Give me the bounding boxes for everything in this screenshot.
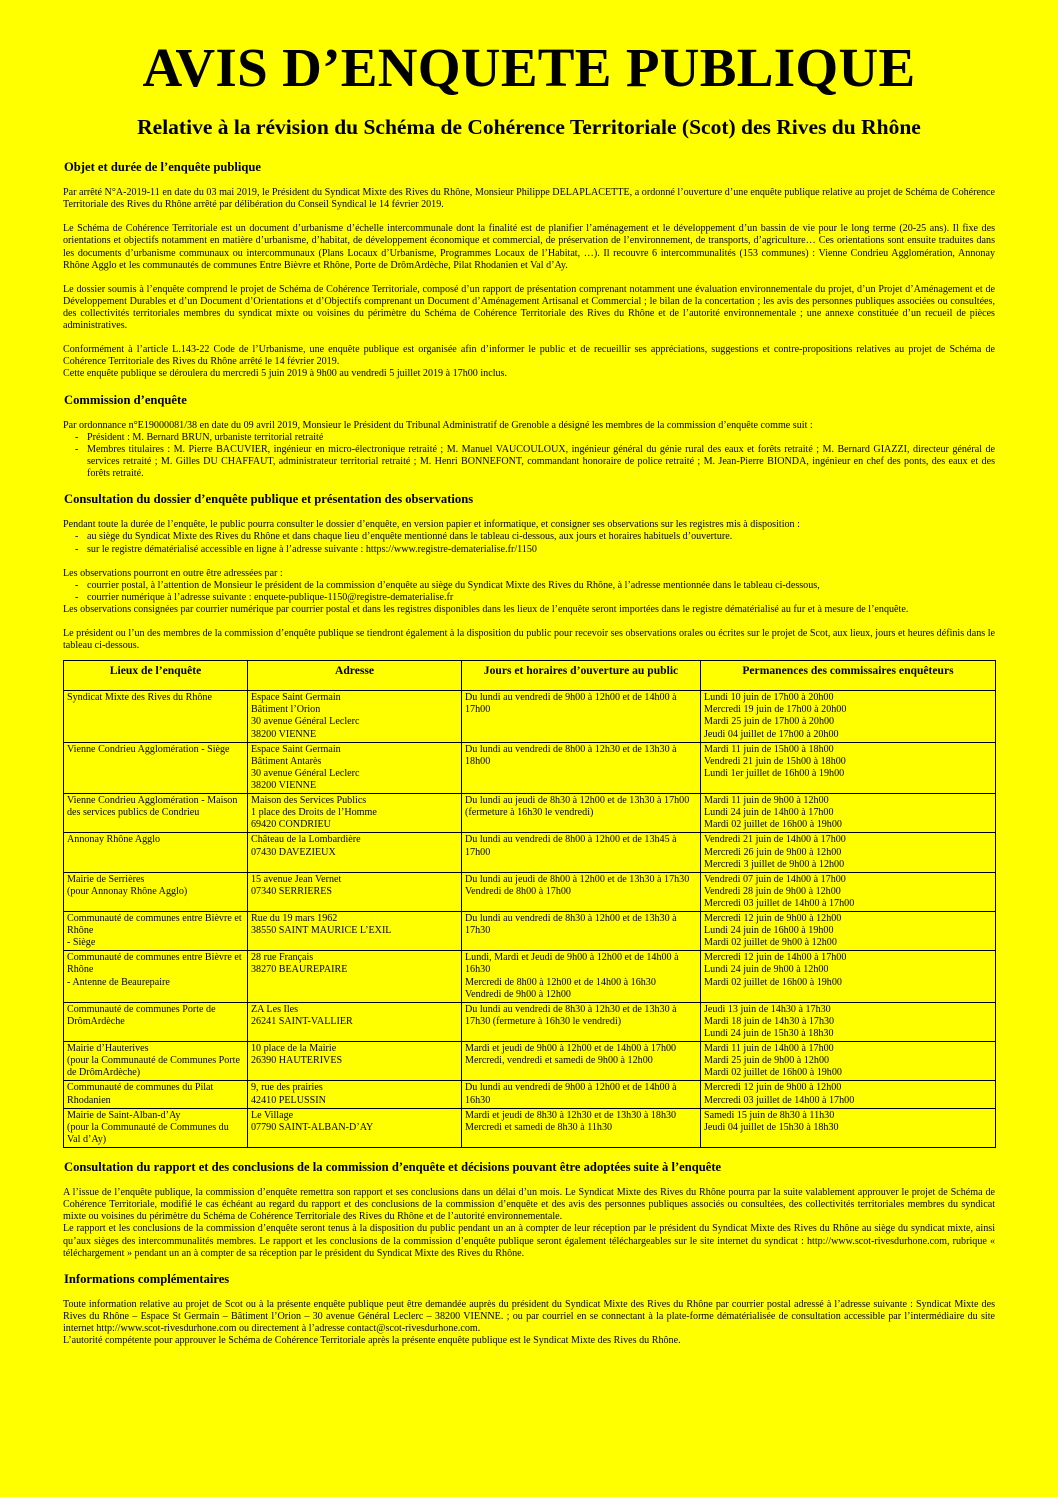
table-cell-lieu [64, 1002, 248, 1041]
cell-line: Annonay Rhône Agglo [67, 834, 161, 846]
table-cell-adresse [248, 691, 462, 742]
cell-line: 69420 CONDRIEU [251, 819, 331, 831]
cell-line: Du lundi au vendredi de 8h00 à 12h00 et de 13h45 à 17h00 [465, 834, 677, 858]
paragraph: A l’issue de l’enquête publique, la commission d’enquête remettra son rapport et ses conclusions dans un délai d’un mois. Le Syndicat Mixte des Rives du Rhône pourra par la suite valablement approuver le projet de Schéma de Cohérence Territoriale, modifié le cas échéant au regard du rapport et des conclusions de la commission d’enquête et des avis des personnes publiques associés ou consultées, des collectivités territoriales membres du syndicat mixte ou voisines du périmètre du Schéma de Cohérence Territoriale des Rives du Rhône et de l’autorité environnementale. [63, 1187, 995, 1223]
notice-body [63, 160, 995, 1347]
column-header-adresse: Adresse [248, 661, 462, 691]
cell-line: Du lundi au jeudi de 8h30 à 12h00 et de 13h30 à 17h00 (fermeture à 16h30 le vendredi) [465, 795, 690, 819]
table-row [64, 872, 996, 911]
cell-line: Lundi 24 juin de 16h00 à 19h00 [704, 925, 834, 937]
cell-line: 30 avenue Général Leclerc [251, 716, 360, 728]
cell-line: Rue du 19 mars 1962 [251, 913, 338, 925]
cell-line: 07340 SERRIERES [251, 885, 333, 897]
cell-line: Communauté de communes entre Bièvre et Rhône [67, 913, 242, 937]
cell-line: - Siège [67, 937, 96, 949]
table-row [64, 742, 996, 793]
section-heading-consultation: Consultation du dossier d’enquête publique et présentation des observations [64, 492, 474, 507]
list-item: - courrier postal, à l’attention de Monsieur le président de la commission d’enquête au siège du Syndicat Mixte des Rives du Rhône, à l’adresse mentionnée dans le tableau ci-dessous, [87, 580, 995, 592]
cell-line: Lundi 24 juin de 15h30 à 18h30 [704, 1028, 834, 1040]
table-cell-adresse [248, 742, 462, 793]
cell-line: Mercredi et samedi de 8h30 à 11h30 [465, 1121, 613, 1133]
table-cell-horaires [462, 1042, 701, 1081]
page-title: AVIS D’ENQUETE PUBLIQUE [142, 37, 916, 98]
cell-line: Bâtiment Antarès [251, 755, 322, 767]
cell-line: Mercredi 12 juin de 14h00 à 17h00 [704, 952, 847, 964]
table-cell-permanences [701, 1002, 996, 1041]
cell-line: 07790 SAINT-ALBAN-D’AY [251, 1121, 374, 1133]
paragraph: Le rapport et les conclusions de la commission d’enquête seront tenus à la disposition du public pendant un an à compter de leur réception par le président du Syndicat Mixte des Rives du Rhône au siège du syndicat mixte, ainsi qu’aux sièges des intercommunalités membres. Le rapport et les conclusions de la commission d’enquête publique seront également téléchargeables sur le site internet du syndicat : http://www.scot-rivesdurhone.com, rubrique « téléchargement » pendant un an à compter de sa réception par le président du Syndicat Mixte des Rives du Rhône. [63, 1223, 995, 1259]
table-cell-lieu [64, 833, 248, 872]
cell-line: Mairie de Saint-Alban-d’Ay [67, 1109, 181, 1121]
cell-line: Mardi 11 juin de 14h00 à 17h00 [704, 1043, 834, 1055]
table-cell-lieu [64, 794, 248, 833]
consultation-list [63, 531, 995, 555]
cell-line: 9, rue des prairies [251, 1082, 323, 1094]
cell-line: Mercredi 03 juillet de 14h00 à 17h00 [704, 897, 855, 909]
paragraph: Par arrêté N°A-2019-11 en date du 03 mai 2019, le Président du Syndicat Mixte des Rives du Rhône, Monsieur Philippe DELAPLACETTE, a ordonné l’ouverture d’une enquête publique relative au projet de Schéma de Cohérence Territoriale des Rives du Rhône arrêté par délibération du Conseil Syndical le 14 février 2019. [63, 187, 995, 211]
cell-line: ZA Les Iles [251, 1003, 299, 1015]
cell-line: Mercredi 26 juin de 9h00 à 12h00 [704, 846, 842, 858]
cell-line: 38200 VIENNE [251, 779, 317, 791]
table-body [64, 691, 996, 1148]
cell-line: Lundi 1er juillet de 16h00 à 19h00 [704, 767, 845, 779]
paragraph: Le président ou l’un des membres de la commission d’enquête publique se tiendront également à la disposition du public pour recevoir ses observations orales ou écrites sur le projet de Scot, aux lieux, jours et heures définis dans le tableau ci-dessous. [63, 628, 995, 652]
table-cell-adresse [248, 1108, 462, 1147]
table-header-row [64, 661, 996, 691]
list-item: - sur le registre dématérialisé accessible en ligne à l’adresse suivante : https://www.registre-dematerialise.fr/1150 [87, 544, 995, 556]
table-cell-permanences [701, 742, 996, 793]
table-cell-horaires [462, 1081, 701, 1108]
paragraph: Par ordonnance n°E19000081/38 en date du 09 avril 2019, Monsieur le Président du Tribunal Administratif de Grenoble a désigné les membres de la commission d’enquête comme suit : [63, 419, 813, 431]
table-cell-permanences [701, 1108, 996, 1147]
table-cell-permanences [701, 951, 996, 1002]
cell-line: 26390 HAUTERIVES [251, 1055, 343, 1067]
cell-line: Mairie d’Hauterives [67, 1043, 149, 1055]
cell-line: Mardi 02 juillet de 16h00 à 19h00 [704, 976, 842, 988]
cell-line: Mercredi 12 juin de 9h00 à 12h00 [704, 1082, 842, 1094]
table-cell-lieu [64, 872, 248, 911]
cell-line: (pour Annonay Rhône Agglo) [67, 885, 188, 897]
table-cell-adresse [248, 794, 462, 833]
cell-line: Lundi 24 juin de 14h00 à 17h00 [704, 807, 834, 819]
column-header-lieux: Lieux de l’enquête [64, 661, 248, 691]
table-cell-permanences [701, 1081, 996, 1108]
table-cell-lieu [64, 742, 248, 793]
cell-line: Vienne Condrieu Agglomération - Siège [67, 743, 230, 755]
table-row [64, 794, 996, 833]
cell-line: 15 avenue Jean Vernet [251, 873, 342, 885]
table-cell-permanences [701, 691, 996, 742]
cell-line: Mercredi 03 juillet de 14h00 à 17h00 [704, 1094, 855, 1106]
list-item: - Membres titulaires : M. Pierre BACUVIER, ingénieur en micro-électronique retraité ; M. Manuel VAUCOULOUX, ingénieur général du génie rural des eaux et forêts retraité ; M. Bernard GIAZZI, directeur général de services retraité ; M. Gilles DU CHAFFAUT, administrateur territorial retraité ; M. Henri BONNEFONT, commandant honoraire de police retraité ; M. Jean-Pierre BIONDA, ingénieur en chef des ponts, des eaux et des forêts retraité. [87, 444, 995, 480]
cell-line: 26241 SAINT-VALLIER [251, 1015, 353, 1027]
table-cell-horaires [462, 1002, 701, 1041]
cell-line: Mardi et jeudi de 8h30 à 12h30 et de 13h30 à 18h30 [465, 1109, 677, 1121]
cell-line: 42410 PELUSSIN [251, 1094, 326, 1106]
table-cell-horaires [462, 691, 701, 742]
cell-line: Du lundi au vendredi de 8h30 à 12h30 et de 13h30 à 17h30 (fermeture à 16h30 le vendredi) [465, 1003, 677, 1027]
table-cell-horaires [462, 833, 701, 872]
cell-line: 38270 BEAUREPAIRE [251, 964, 348, 976]
cell-line: Du lundi au jeudi de 8h00 à 12h00 et de 13h30 à 17h30 [465, 873, 690, 885]
cell-line: Espace Saint Germain [251, 743, 341, 755]
cell-line: Mardi 18 juin de 14h30 à 17h30 [704, 1015, 835, 1027]
table-row [64, 691, 996, 742]
cell-line: 28 rue Français [251, 952, 314, 964]
cell-line: Mardi 02 juillet de 16h00 à 19h00 [704, 1067, 842, 1079]
table-cell-permanences [701, 912, 996, 951]
paragraph: Cette enquête publique se déroulera du mercredi 5 juin 2019 à 9h00 au vendredi 5 juillet 2019 à 17h00 inclus. [63, 368, 508, 380]
cell-line: Jeudi 04 juillet de 15h30 à 18h30 [704, 1121, 839, 1133]
table-cell-lieu [64, 1042, 248, 1081]
table-cell-lieu [64, 912, 248, 951]
list-item: - au siège du Syndicat Mixte des Rives du Rhône et dans chaque lieu d’enquête mentionné dans le tableau ci-dessous, aux jours et horaires habituels d’ouverture. [87, 531, 995, 543]
table-cell-permanences [701, 1042, 996, 1081]
table-cell-horaires [462, 794, 701, 833]
table-cell-lieu [64, 1108, 248, 1147]
table-cell-horaires [462, 912, 701, 951]
table-cell-adresse [248, 1081, 462, 1108]
cell-line: Vendredi 07 juin de 14h00 à 17h00 [704, 873, 846, 885]
column-header-permanences: Permanences des commissaires enquêteurs [701, 661, 996, 691]
cell-line: 30 avenue Général Leclerc [251, 767, 360, 779]
cell-line: Du lundi au vendredi de 8h30 à 12h00 et de 13h30 à 17h30 [465, 913, 677, 937]
section-heading-objet: Objet et durée de l’enquête publique [64, 160, 261, 174]
cell-line: Mardi 11 juin de 15h00 à 18h00 [704, 743, 834, 755]
paragraph: Les observations consignées par courrier numérique par courrier postal et dans les registres disponibles dans les lieux de l’enquête seront importées dans le registre dématérialisé au fur et à mesure de l’enquête. [63, 603, 909, 615]
cell-line: Mercredi 12 juin de 9h00 à 12h00 [704, 913, 842, 925]
table-row [64, 951, 996, 1002]
table-row [64, 912, 996, 951]
cell-line: 07430 DAVEZIEUX [251, 846, 336, 858]
cell-line: Mercredi, vendredi et samedi de 9h00 à 12h00 [465, 1055, 653, 1067]
cell-line: Mardi 02 juillet de 9h00 à 12h00 [704, 937, 837, 949]
paragraph: Pendant toute la durée de l’enquête, le public pourra consulter le dossier d’enquête, en version papier et informatique, et consigner ses observations sur les registres mis à disposition : [63, 519, 800, 531]
table-cell-adresse [248, 833, 462, 872]
table-cell-horaires [462, 742, 701, 793]
cell-line: Jeudi 13 juin de 14h30 à 17h30 [704, 1003, 831, 1015]
table-cell-lieu [64, 1081, 248, 1108]
cell-line: Lundi, Mardi et Jeudi de 9h00 à 12h00 et de 14h00 à 16h30 [465, 952, 679, 976]
cell-line: Mairie de Serrières [67, 873, 145, 885]
table-cell-permanences [701, 872, 996, 911]
cell-line: Mercredi 3 juillet de 9h00 à 12h00 [704, 858, 845, 870]
section-heading-commission: Commission d’enquête [64, 392, 187, 407]
cell-line: Samedi 15 juin de 8h30 à 11h30 [704, 1109, 835, 1121]
list-item: - courrier numérique à l’adresse suivante : enquete-publique-1150@registre-dematerialise.fr [87, 592, 995, 604]
table-cell-permanences [701, 794, 996, 833]
page-subtitle: Relative à la révision du Schéma de Cohérence Territoriale (Scot) des Rives du Rhône [137, 115, 921, 139]
cell-line: Mardi 25 juin de 17h00 à 20h00 [704, 716, 835, 728]
cell-line: Vendredi de 8h00 à 17h00 [465, 885, 571, 897]
observations-list [63, 580, 995, 604]
cell-line: Vendredi 21 juin de 14h00 à 17h00 [704, 834, 846, 846]
cell-line: Bâtiment l’Orion [251, 704, 321, 716]
table-row [64, 1042, 996, 1081]
cell-line: Du lundi au vendredi de 9h00 à 12h00 et de 14h00 à 16h30 [465, 1082, 677, 1106]
cell-line: Communauté de communes Porte de DrômArdèche [67, 1003, 216, 1027]
cell-line: Mardi 25 juin de 9h00 à 12h00 [704, 1055, 830, 1067]
table-cell-adresse [248, 1042, 462, 1081]
commission-members-list [63, 432, 995, 480]
cell-line: 1 place des Droits de l’Homme [251, 807, 377, 819]
cell-line: Communauté de communes du Pilat Rhodanien [67, 1082, 214, 1106]
cell-line: (pour la Communauté de Communes Porte de DrômArdèche) [67, 1055, 240, 1079]
schedule-table [63, 660, 996, 1148]
table-cell-lieu [64, 691, 248, 742]
table-row [64, 1002, 996, 1041]
table-cell-horaires [462, 951, 701, 1002]
cell-line: Vendredi de 9h00 à 12h00 [465, 988, 571, 1000]
cell-line: Mercredi 19 juin de 17h00 à 20h00 [704, 704, 847, 716]
cell-line: (pour la Communauté de Communes du Val d’Ay) [67, 1121, 229, 1145]
paragraph: Toute information relative au projet de Scot ou à la présente enquête publique peut être demandée auprès du président du Syndicat Mixte des Rives du Rhône par courrier postal adressé à l’adresse suivante : Syndicat Mixte des Rives du Rhône – Espace St Germain – Bâtiment l’Orion – 30 avenue Général Leclerc – 38200 VIENNE. ; ou par courriel en se connectant à la plate-forme dématérialisée de consultation accessible par l’intermédiaire du site internet http://www.scot-rivesdurhone.com ou directement à l’adresse contact@scot-rivesdurhone.com. [63, 1298, 995, 1335]
table-cell-horaires [462, 1108, 701, 1147]
table-row [64, 1081, 996, 1108]
table-cell-permanences [701, 833, 996, 872]
table-row [64, 1108, 996, 1147]
cell-line: Du lundi au vendredi de 8h00 à 12h30 et de 13h30 à 18h00 [465, 743, 677, 767]
cell-line: Vienne Condrieu Agglomération - Maison des services publics de Condrieu [67, 795, 238, 819]
cell-line: Lundi 10 juin de 17h00 à 20h00 [704, 692, 834, 704]
column-header-horaires: Jours et horaires d’ouverture au public [462, 661, 701, 691]
list-item: - Président : M. Bernard BRUN, urbaniste territorial retraité [87, 432, 995, 444]
cell-line: Le Village [251, 1109, 294, 1121]
table-row [64, 833, 996, 872]
cell-line: - Antenne de Beaurepaire [67, 976, 170, 988]
section-heading-rapport: Consultation du rapport et des conclusions de la commission d’enquête et décisions pouvant être adoptées suite à l’enquête [64, 1160, 722, 1175]
paragraph: Conformément à l’article L.143-22 Code de l’Urbanisme, une enquête publique est organisée afin d’informer le public et de recueillir ses appréciations, suggestions et contre-propositions relatives au projet de Schéma de Cohérence Territoriale des Rives du Rhône arrêté le 14 février 2019. [63, 344, 995, 368]
cell-line: Vendredi 28 juin de 9h00 à 12h00 [704, 885, 841, 897]
paragraph: Le Schéma de Cohérence Territoriale est un document d’urbanisme d’échelle intercommunale dont la finalité est de planifier l’aménagement et le développement d’un bassin de vie pour le long terme (20-25 ans). Il fixe des orientations et objectifs notamment en matière d’urbanisme, d’habitat, de développement économique et commercial, de préservation de l’environnement, de transports, d’agriculture… Ces orientations sont ensuite traduites dans les documents d’urbanisme communaux ou intercommunaux (Plans Locaux d’Urbanisme, Programmes Locaux de l’Habitat, …). Il recouvre 6 intercommunalités (153 communes) : Vienne Condrieu Agglomération, Annonay Rhône Agglo et les communautés de communes Entre Bièvre et Rhône, Porte de DrômArdèche, Pilat Rhodanien et Val d’Ay. [63, 223, 995, 271]
cell-line: 38200 VIENNE [251, 728, 317, 740]
cell-line: Lundi 24 juin de 9h00 à 12h00 [704, 964, 829, 976]
table-cell-lieu [64, 951, 248, 1002]
table-cell-horaires [462, 872, 701, 911]
cell-line: Espace Saint Germain [251, 692, 341, 704]
cell-line: Mardi 11 juin de 9h00 à 12h00 [704, 795, 829, 807]
cell-line: Château de la Lombardière [251, 834, 361, 846]
cell-line: 38550 SAINT MAURICE L’EXIL [251, 925, 392, 937]
cell-line: Syndicat Mixte des Rives du Rhône [67, 692, 212, 704]
cell-line: Du lundi au vendredi de 9h00 à 12h00 et de 14h00 à 17h00 [465, 692, 677, 716]
table-cell-adresse [248, 872, 462, 911]
cell-line: 10 place de la Mairie [251, 1043, 337, 1055]
cell-line: Vendredi 21 juin de 15h00 à 18h00 [704, 755, 846, 767]
paragraph: Le dossier soumis à l’enquête comprend le projet de Schéma de Cohérence Territoriale, composé d’un rapport de présentation comprenant notamment une évaluation environnementale du projet, d’un Projet d’Aménagement et de Développement Durables et d’un Document d’Orientations et d’Objectifs comprenant un Document d’Aménagement Artisanal et Commercial ; le bilan de la concertation ; les avis des personnes publiques associées ou consultées, des collectivités territoriales membres du syndicat mixte ou voisines du périmètre du Schéma de Cohérence Territoriale des Rives du Rhône et de l’autorité environnementale ; une annexe constituée d’un recueil de pièces administratives. [63, 283, 995, 332]
table-cell-adresse [248, 912, 462, 951]
cell-line: Jeudi 04 juillet de 17h00 à 20h00 [704, 728, 839, 740]
cell-line: Maison des Services Publics [251, 795, 367, 807]
cell-line: Mardi 02 juillet de 16h00 à 19h00 [704, 819, 842, 831]
table-cell-adresse [248, 951, 462, 1002]
cell-line: Communauté de communes entre Bièvre et Rhône [67, 952, 242, 976]
table-cell-adresse [248, 1002, 462, 1041]
cell-line: Mercredi de 8h00 à 12h00 et de 14h00 à 16h30 [465, 976, 656, 988]
paragraph: L’autorité compétente pour approuver le Schéma de Cohérence Territoriale après la présente enquête publique est le Syndicat Mixte des Rives du Rhône. [63, 1335, 681, 1347]
section-heading-informations: Informations complémentaires [64, 1271, 230, 1286]
paragraph: Les observations pourront en outre être adressées par : [63, 567, 283, 579]
cell-line: Mardi et jeudi de 9h00 à 12h00 et de 14h00 à 17h00 [465, 1043, 677, 1055]
